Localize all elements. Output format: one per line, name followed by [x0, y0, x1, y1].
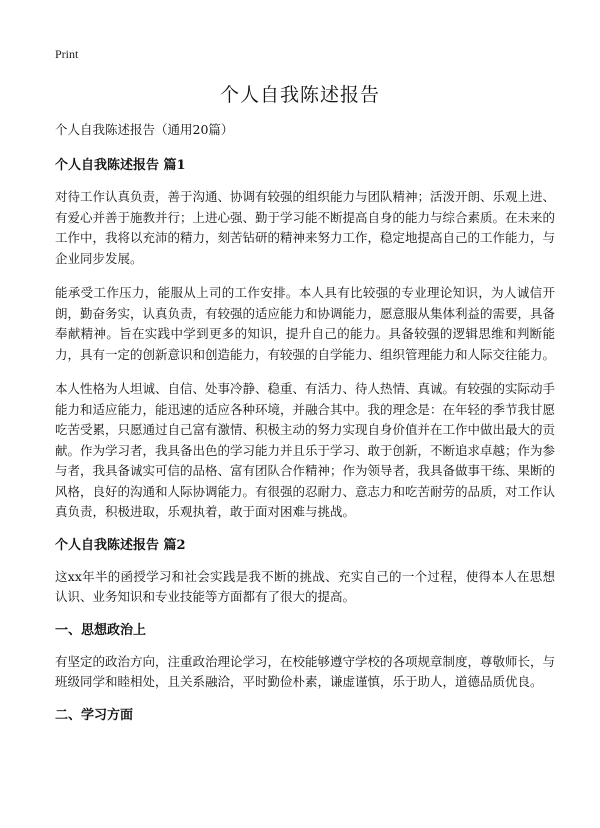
page-title: 个人自我陈述报告 — [219, 84, 380, 106]
print-link[interactable]: Print — [55, 47, 79, 61]
section-1-paragraph-3: 本人性格为人坦诚、自信、处事冷静、稳重、有活力、待人热情、真诚。有较强的实际动手能力和适应能力，能迅速的适应各种环境，并融合其中。我的理念是：在年轻的季节我甘愿吃苦受累，只愿通过自己富有激情、积极主动的努力实现自身价值并在工作中做出最大的贡献。作为学习者，我具备出色的学习能力并且乐于学习、敢于创新，不断追求卓越；作为参与者，我具备诚实可信的品格、富有团队合作精神；作为领导者，我具备做事干练、果断的风格，良好的沟通和人际协调能力。有很强的忍耐力、意志力和吃苦耐劳的品质，对工作认真负责，积极进取，乐观执着，敢于面对困难与挑战。 — [55, 381, 556, 519]
section-heading-4: 二、学习方面 — [55, 707, 134, 723]
section-heading-2: 个人自我陈述报告 篇2 — [55, 537, 186, 553]
section-heading-1: 个人自我陈述报告 篇1 — [55, 158, 186, 173]
section-1-paragraph-2: 能承受工作压力，能服从上司的工作安排。本人具有比较强的专业理论知识，为人诚信开朗，勤奋务实，认真负责，有较强的适应能力和协调能力，愿意服从集体利益的需要，具备奉献精神。旨在实践中学到更多的知识，提升自己的能力。具备较强的逻辑思维和判断能力，具有一定的创新意识和创造能力，有较强的自学能力、组织管理能力和人际交往能力。 — [55, 285, 556, 362]
section-2-paragraph-1: 这xx年半的函授学习和社会实践是我不断的挑战、充实自己的一个过程，使得本人在思想认识、业务知识和专业技能等方面都有了很大的提高。 — [55, 568, 555, 604]
section-1-paragraph-1: 对待工作认真负责，善于沟通、协调有较强的组织能力与团队精神；活泼开朗、乐观上进、有爱心并善于施教并行；上进心强、勤于学习能不断提高自身的能力与综合素质。在未来的工作中，我将以充沛的精力，刻苦钻研的精神来努力工作，稳定地提高自己的工作能力，与企业同步发展。 — [55, 189, 556, 266]
section-heading-3: 一、思想政治上 — [55, 622, 147, 638]
document-body — [55, 121, 555, 737]
section-3-paragraph-1: 有坚定的政治方向，注重政治理论学习，在校能够遵守学校的各项规章制度，尊敬师长，与班级同学和睦相处，且关系融洽，平时勤俭朴素，谦虚谨慎，乐于助人，道德品质优良。 — [55, 653, 556, 689]
document-subtitle: 个人自我陈述报告（通用20篇） — [55, 122, 234, 137]
